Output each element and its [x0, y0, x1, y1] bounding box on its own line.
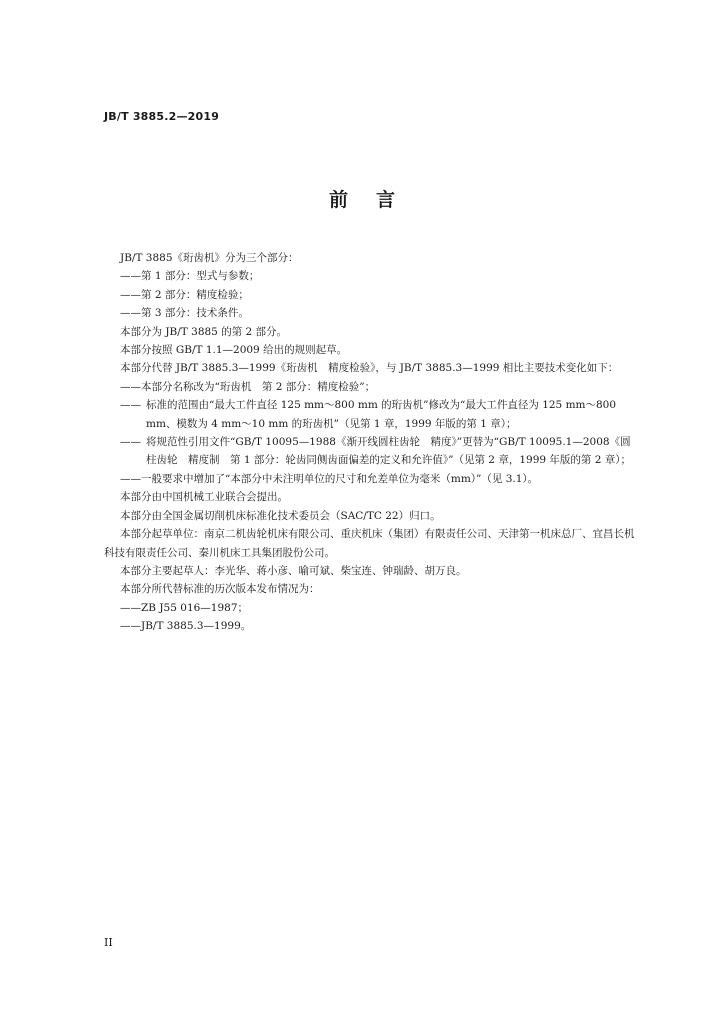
change-item-references — [104, 433, 640, 470]
page-number: II — [104, 936, 113, 949]
document-code-header: JB/T 3885.2—2019 — [104, 110, 220, 123]
change-item-general: ——一般要求中增加了“本部分中未注明单位的尺寸和允差单位为毫米（mm）”（见 3.1）。 — [120, 472, 539, 485]
drafters: 本部分主要起草人：李光华、蒋小彦、喻可斌、柴宝连、钟瑞龄、胡万良。 — [120, 564, 467, 577]
page-title — [0, 185, 724, 212]
committee-statement: 本部分由全国金属切削机床标准化技术委员会（SAC/TC 22）归口。 — [120, 509, 441, 522]
replacement-statement: 本部分代替 JB/T 3885.3—1999《珩齿机 精度检验》，与 JB/T 3885.3—1999 相比主要技术变化如下： — [120, 362, 619, 375]
foreword-body — [104, 249, 640, 636]
history-item-2: ——JB/T 3885.3—1999。 — [120, 620, 252, 633]
part-1-item: ——第 1 部分：型式与参数； — [120, 270, 260, 283]
change-item-references-text: 将规范性引用文件“GB/T 10095—1988《渐开线圆柱齿轮 精度》”更替为“GB/T 10095.1—2008《圆柱齿轮 精度制 第 1 部分：轮齿同侧齿面偏差的定义和允许值》”（见第 2 章，1999 年版的第 2 章）； — [146, 436, 631, 467]
part-statement: 本部分为 JB/T 3885 的第 2 部分。 — [120, 325, 288, 338]
change-item-scope-text: 标准的范围由“最大工件直径 125 mm～800 mm 的珩齿机”修改为“最大工件直径为 125 mm～800 mm、模数为 4 mm～10 mm 的珩齿机”（见第 1 章，1999 年版的第 1 章）； — [146, 399, 617, 430]
drafting-rules: 本部分按照 GB/T 1.1—2009 给出的规则起草。 — [120, 344, 348, 357]
title-char-1: 前 — [328, 189, 348, 211]
dash-mark: —— — [120, 436, 141, 449]
proposer-statement: 本部分由中国机械工业联合会提出。 — [120, 491, 288, 504]
dash-mark: —— — [120, 399, 141, 412]
parts-intro: JB/T 3885《珩齿机》分为三个部分： — [120, 252, 299, 264]
part-2-item: ——第 2 部分：精度检验； — [120, 288, 249, 301]
drafting-units: 本部分起草单位：南京二机齿轮机床有限公司、重庆机床（集团）有限责任公司、天津第一机床总厂、宜昌长机科技有限责任公司、秦川机床工具集团股份公司。 — [104, 528, 635, 559]
title-char-2: 言 — [376, 189, 396, 211]
history-item-1: ——ZB J55 016—1987； — [120, 601, 249, 614]
history-intro: 本部分所代替标准的历次版本发布情况为： — [120, 583, 320, 596]
change-item-scope — [104, 396, 640, 433]
change-item-name: ——本部分名称改为“珩齿机 第 2 部分：精度检验”； — [120, 380, 376, 393]
part-3-item: ——第 3 部分：技术条件。 — [120, 307, 249, 320]
